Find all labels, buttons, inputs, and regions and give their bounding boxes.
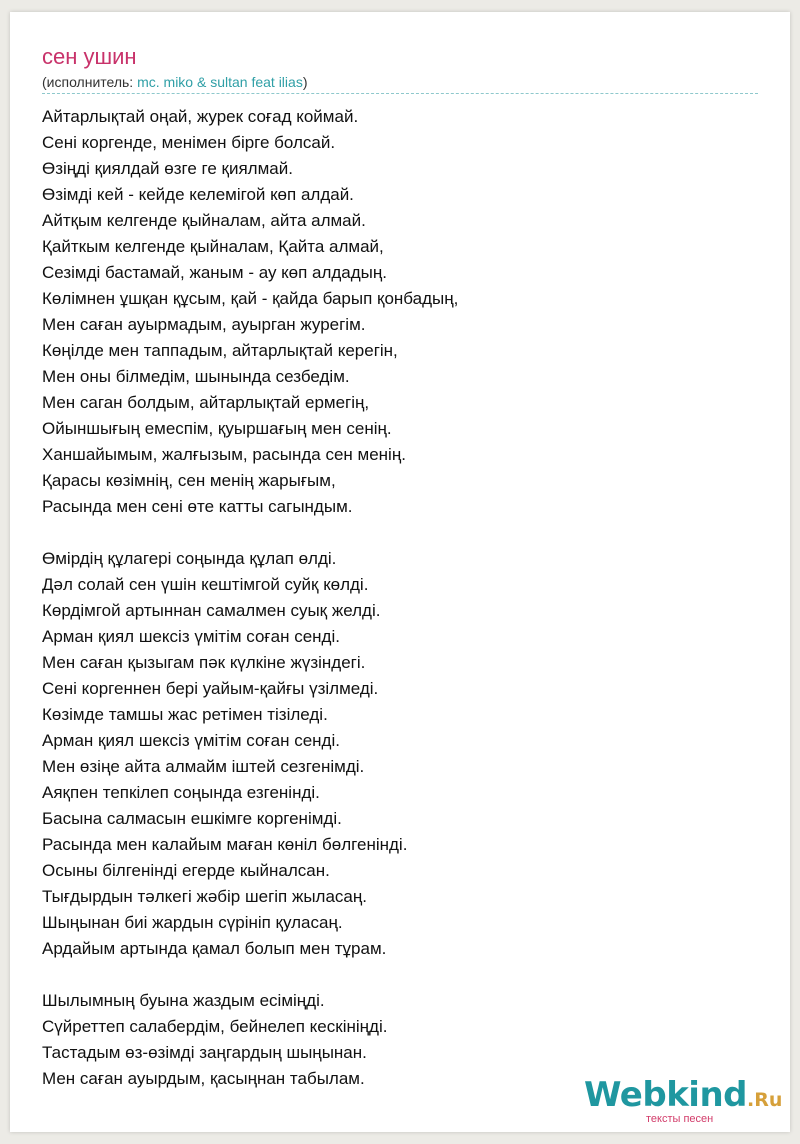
lyrics-stanza [42, 104, 458, 520]
lyrics-stanza [42, 546, 458, 962]
lyric-line: Көзімде тамшы жас ретімен тізіледі. [42, 705, 328, 724]
lyrics-stanza [42, 988, 458, 1092]
lyric-line: Сүйреттеп салабердім, бейнелеп кескініңді. [42, 1017, 388, 1036]
artist-suffix: ) [302, 74, 308, 90]
artist-prefix: (исполнитель: [42, 74, 138, 90]
lyric-line: Көрдімгой артыннан самалмен суық желді. [42, 601, 381, 620]
lyric-line: Мен саған ауырмадым, ауырган журегім. [42, 315, 366, 334]
lyric-line: Аяқпен тепкілеп соңында езгенінді. [42, 783, 320, 802]
lyric-line: Мен саған қызыгам пәк күлкіне жүзіндегі. [42, 653, 366, 672]
lyric-line: Расында мен калайым маған көніл бөлгенінді. [42, 835, 408, 854]
artist-link[interactable]: mc. miko & sultan feat ilias [137, 74, 303, 90]
song-title: сен ушин [42, 44, 137, 69]
lyric-line: Өзіңді қиялдай өзге ге қиялмай. [42, 159, 293, 178]
dashed-divider [42, 93, 758, 94]
logo-tagline: тексты песен [646, 1113, 714, 1125]
lyric-line: Мен өзіңе айта алмайм іштей сезгенімді. [42, 757, 365, 776]
logo-name: Webkind [584, 1075, 747, 1115]
lyric-line: Ханшайымым, жалғызым, расында сен менің. [42, 445, 406, 464]
lyric-line: Тығдырдын тәлкегі жәбір шегіп жыласаң. [42, 887, 368, 906]
lyric-line: Мен оны білмедім, шынында сезбедім. [42, 367, 350, 386]
lyric-line: Дәл солай сен үшін кештімгой суйқ көлді. [42, 575, 369, 594]
lyric-line: Шыңынан биі жардын сүрініп қуласаң. [42, 913, 343, 932]
lyric-line: Басына салмасын ешкімге коргенімді. [42, 809, 342, 828]
lyric-line: Мен саған ауырдым, қасыңнан табылам. [42, 1069, 365, 1088]
lyric-line: Тастадым өз-өзімді заңгардың шыңынан. [42, 1043, 367, 1062]
lyric-line: Ойыншығың емеспім, қуыршағың мен сенің. [42, 419, 392, 438]
lyric-line: Ардайым артында қамал болып мен тұрам. [42, 939, 387, 958]
lyric-line: Қайткым келгенде қыйналам, Қайта алмай, [42, 237, 384, 256]
lyric-line: Арман қиял шексіз үмітім соған сенді. [42, 731, 340, 750]
lyric-line: Көңілде мен таппадым, айтарлықтай керегін, [42, 341, 398, 360]
lyric-line: Шылымның буына жаздым есіміңді. [42, 991, 325, 1010]
lyric-line: Қарасы көзімнің, сен менің жарығым, [42, 471, 336, 490]
artist-line [42, 73, 308, 91]
lyric-line: Сені коргенде, менімен бірге болсай. [42, 133, 336, 152]
lyric-line: Мен саган болдым, айтарлықтай ермегің, [42, 393, 370, 412]
lyric-line: Расында мен сені өте катты сагындым. [42, 497, 353, 516]
lyric-line: Осыны білгенінді егерде кыйналсан. [42, 861, 330, 880]
lyric-line: Өмірдің құлагері соңында құлап өлді. [42, 549, 337, 568]
webkind-logo[interactable] [584, 1075, 784, 1135]
logo-tld: .Ru [747, 1089, 783, 1111]
lyric-line: Сезімді бастамай, жаным - ау көп алдадың. [42, 263, 388, 282]
lyric-line: Арман қиял шексіз үмітім соған сенді. [42, 627, 340, 646]
lyrics-body [42, 104, 458, 1092]
lyric-line: Айтқым келгенде қыйналам, айта алмай. [42, 211, 366, 230]
lyric-line: Өзімді кей - кейде келемігой көп алдай. [42, 185, 354, 204]
lyric-line: Айтарлықтай оңай, журек соғад коймай. [42, 107, 359, 126]
lyric-line: Көлімнен ұшқан құсым, қай - қайда барып қонбадың, [42, 289, 459, 308]
lyric-line: Сені коргеннен бері уайым-қайғы үзілмеді. [42, 679, 379, 698]
